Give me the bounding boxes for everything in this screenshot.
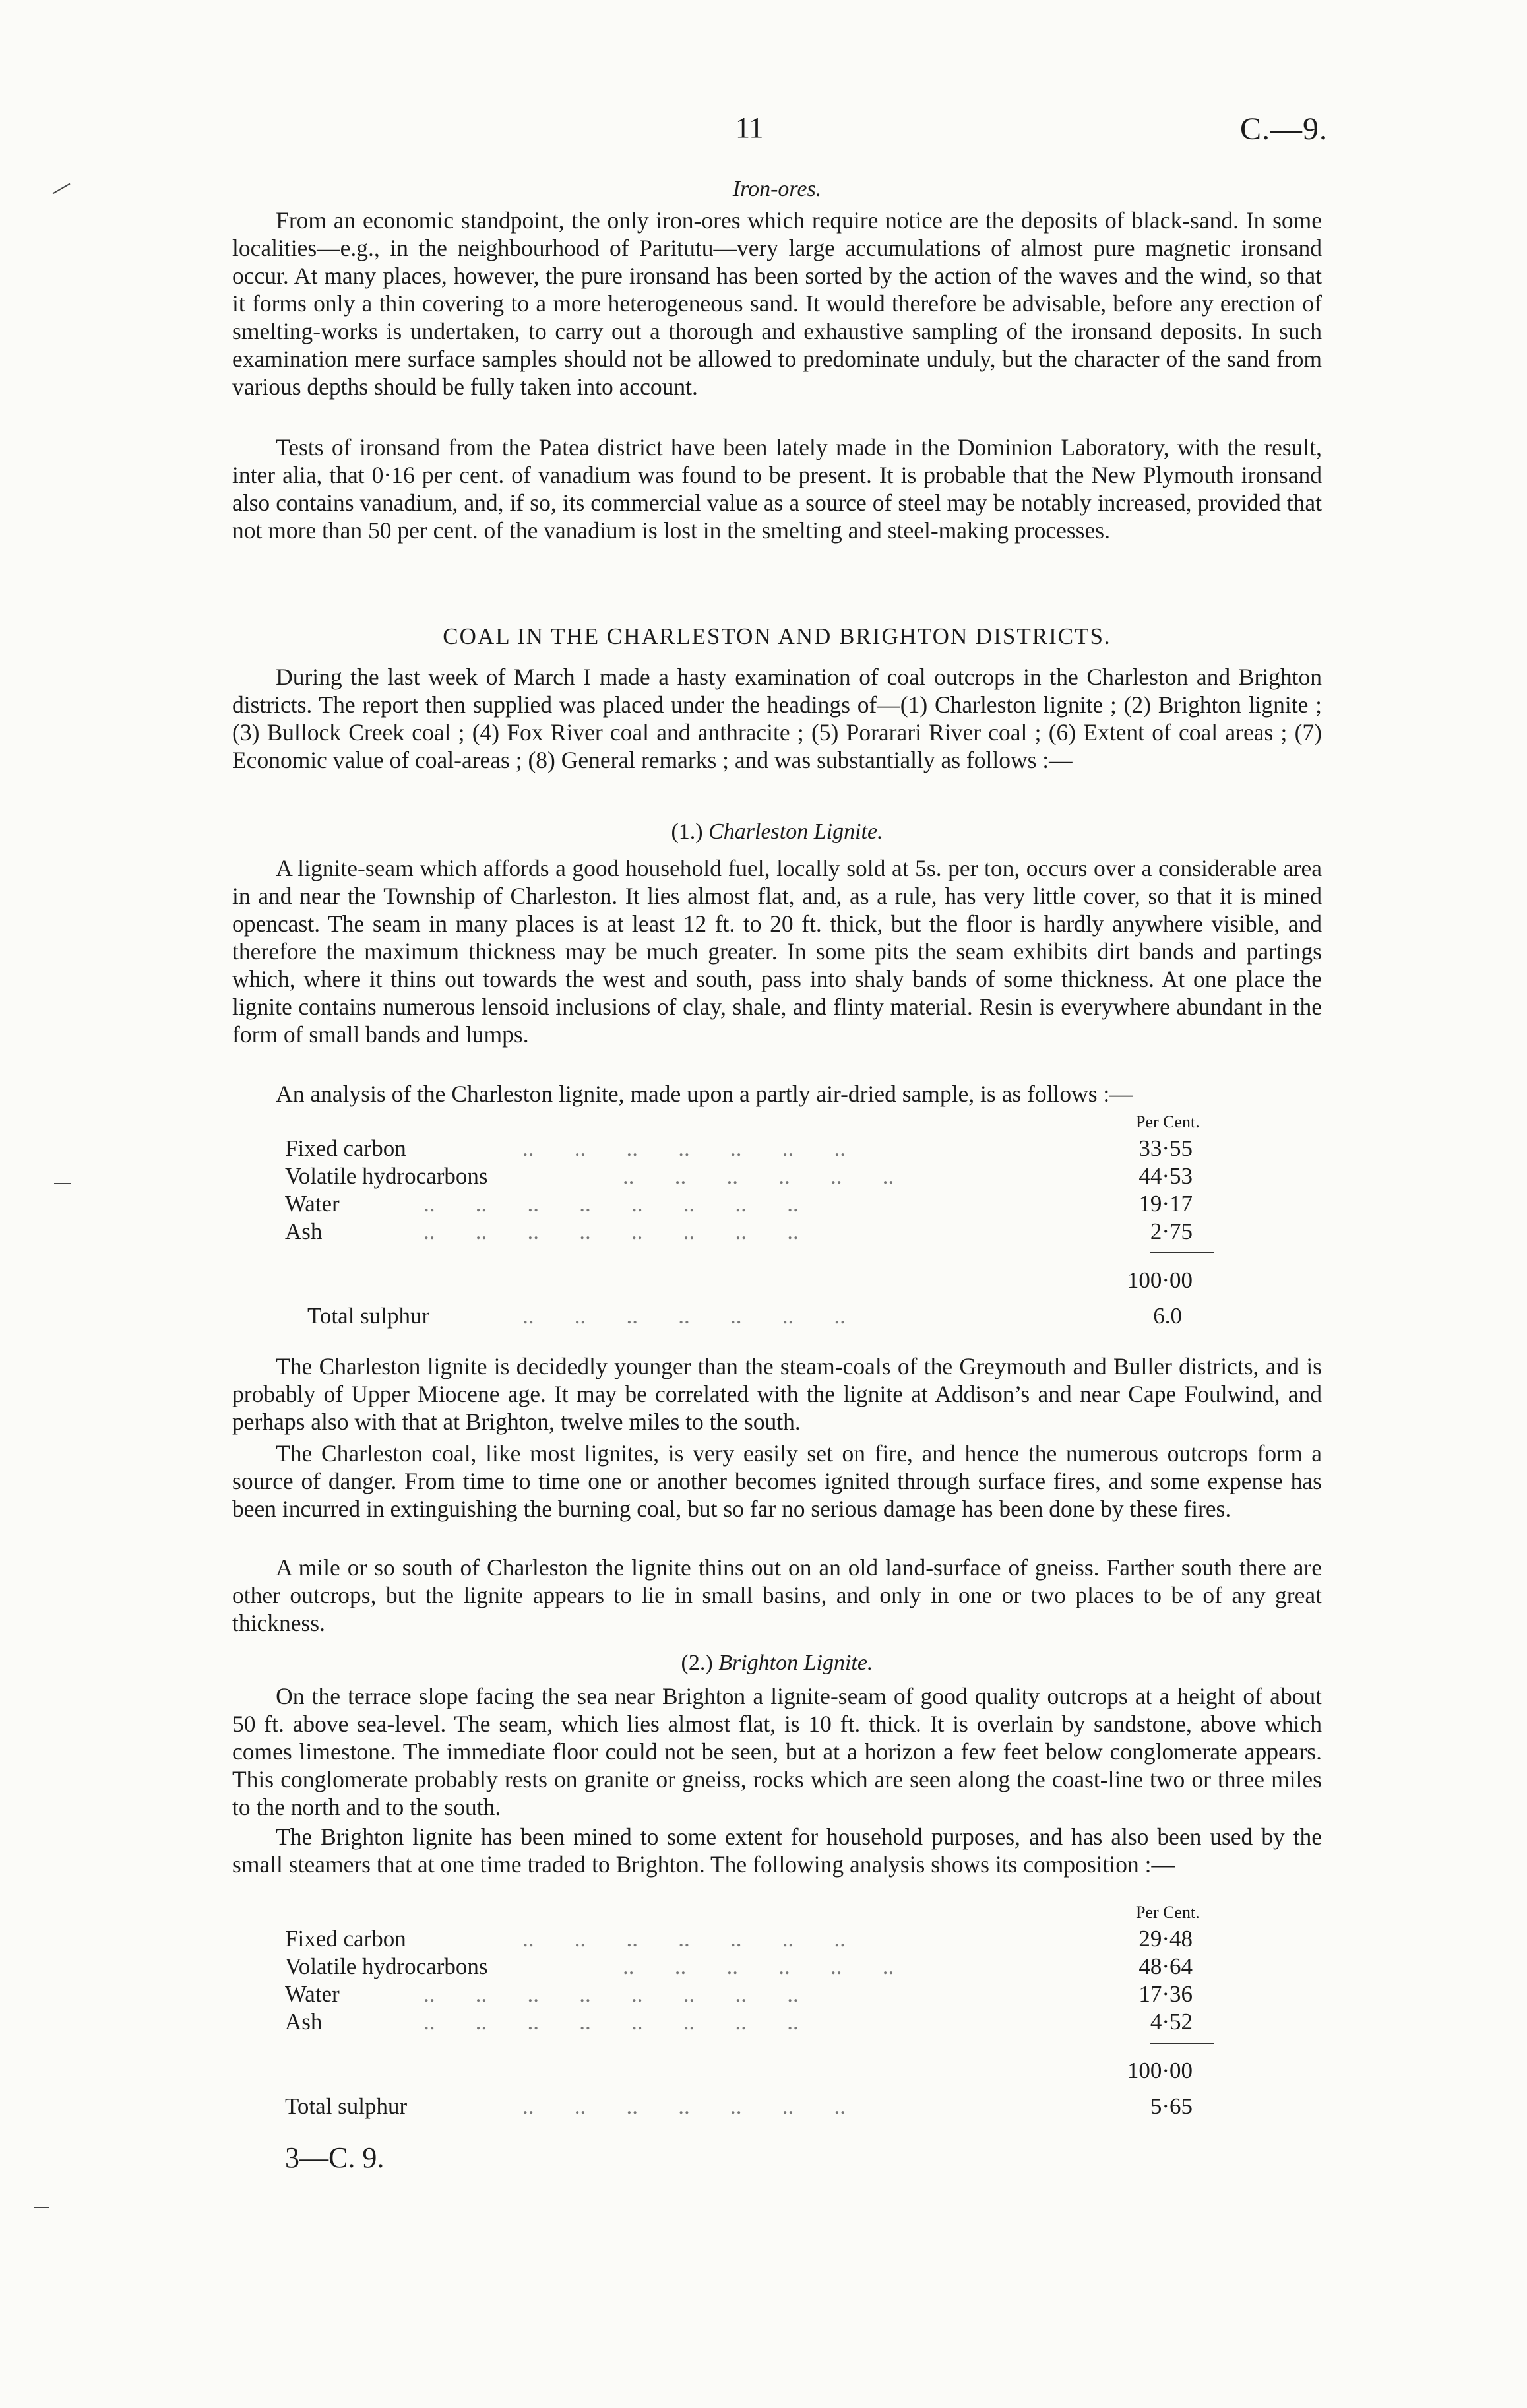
row-label: Water: [285, 1191, 340, 1217]
sum-rule: [1150, 2043, 1214, 2044]
row-label: Fixed carbon: [285, 1135, 406, 1161]
leader-dots: .. .. .. .. .. .. ..: [522, 1135, 846, 1161]
margin-mark: [54, 1183, 71, 1184]
leader-dots: .. .. .. .. .. .. .. ..: [423, 1219, 799, 1244]
table-row: [285, 1980, 1241, 2008]
leader-dots: .. .. .. .. .. .. ..: [522, 2093, 846, 2119]
coal-intro: [232, 663, 1322, 774]
paragraph: The Brighton lignite has been mined to some extent for household purposes, and has also been used by the small steamers that at one time traded to Brighton. The following analysis shows its composition :—: [232, 1823, 1322, 1878]
section-title: COAL IN THE CHARLESTON AND BRIGHTON DISTRICTS.: [443, 623, 1111, 649]
iron-ores-section: [232, 177, 1322, 202]
brighton-para-1: [232, 1682, 1322, 1821]
sum-rule: [1150, 1252, 1214, 1253]
subsection-number: (1.): [671, 819, 703, 844]
paragraph: On the terrace slope facing the sea near Brighton a lignite-seam of good quality outcrops at a height of about 50 ft. above sea-level. The seam, which lies almost flat, is 10 ft. thick. It is overlain by sandstone, above which comes limestone. The immediate floor could not be seen, but at a horizon a few feet below conglomerate appears. This conglomerate probably rests on granite or gneiss, rocks which are seen along the coast-line two or three miles to the north and to the south.: [232, 1683, 1322, 1820]
row-label: Volatile hydrocarbons: [285, 1953, 488, 1979]
row-label: Total sulphur: [307, 1303, 430, 1329]
table-row: [285, 2008, 1241, 2036]
row-value: 29·48: [1138, 1926, 1193, 1951]
paragraph: A lignite-seam which affords a good household fuel, locally sold at 5s. per ton, occurs over a considerable area in and near the Township of Charleston. It lies almost flat, and, as a rule, has very little cover, so that it is mined opencast. The seam in many places is at least 12 ft. to 20 ft. thick, but the floor is hardly anywhere visible, and therefore the maximum thickness may be much greater. In some pits the seam exhibits dirt bands and partings which, where it thins out towards the west and south, pass into shaly bands of some thickness. At one place the lignite contains numerous lensoid inclusions of clay, shale, and flinty material. Resin is everywhere abundant in the form of small bands and lumps.: [232, 855, 1322, 1048]
row-value: 17·36: [1138, 1981, 1193, 2007]
table-row: [285, 1190, 1241, 1218]
subsection-title: Charleston Lignite.: [708, 819, 883, 844]
charleston-para-3: [232, 1440, 1322, 1523]
leader-dots: .. .. .. .. .. ..: [623, 1953, 894, 1979]
margin-mark: [53, 183, 71, 195]
brighton-heading: [232, 1651, 1322, 1676]
total-value: 100·00: [1127, 2058, 1193, 2083]
subsection-title: Brighton Lignite.: [718, 1651, 873, 1675]
row-value: 44·53: [1138, 1163, 1193, 1189]
row-label: Ash: [285, 2009, 323, 2035]
row-label: Fixed carbon: [285, 1926, 406, 1951]
row-value: 4·52: [1150, 2009, 1193, 2035]
row-label: Volatile hydrocarbons: [285, 1163, 488, 1189]
row-value: 5·65: [1150, 2093, 1193, 2119]
leader-dots: .. .. .. .. .. .. ..: [522, 1926, 846, 1951]
paragraph: The Charleston coal, like most lignites, is very easily set on fire, and hence the numerous outcrops form a source of danger. From time to time one or another becomes ignited through surface fires, and some expense has been incurred in extinguishing the burning coal, but so far no serious damage has been done by these fires.: [232, 1440, 1322, 1522]
charleston-analysis-intro: [232, 1080, 1322, 1108]
row-value: 19·17: [1138, 1191, 1193, 1217]
charleston-para-2: [232, 1352, 1322, 1436]
percent-column-header: Per Cent.: [1136, 1903, 1200, 1922]
leader-dots: .. .. .. .. .. .. .. ..: [423, 2009, 799, 2035]
brighton-para-2: [232, 1823, 1322, 1878]
percent-column-header: Per Cent.: [1136, 1112, 1200, 1131]
total-value: 100·00: [1127, 1267, 1193, 1293]
table-row: [285, 1218, 1241, 1246]
margin-mark: [34, 2207, 49, 2208]
paragraph: An analysis of the Charleston lignite, made upon a partly air-dried sample, is as follows :—: [276, 1081, 1133, 1107]
table-row: [285, 1925, 1241, 1953]
table-row: [285, 1135, 1241, 1162]
subsection-number: (2.): [681, 1651, 713, 1675]
table-total-row: [285, 2057, 1241, 2085]
leader-dots: .. .. .. .. .. .. .. ..: [423, 1191, 799, 1217]
sulphur-row: [285, 2093, 1241, 2120]
charleston-para-4: [232, 1554, 1322, 1637]
paragraph: The Charleston lignite is decidedly younger than the steam-coals of the Greymouth and Buller districts, and is probably of Upper Miocene age. It may be correlated with the lignite at Addison’s and near Cape Foulwind, and perhaps also with that at Brighton, twelve miles to the south.: [232, 1353, 1322, 1435]
leader-dots: .. .. .. .. .. .. ..: [522, 1303, 846, 1329]
row-label: Total sulphur: [285, 2093, 408, 2119]
row-label: Ash: [285, 1219, 323, 1244]
sulphur-row: [285, 1302, 1241, 1330]
row-value: 48·64: [1138, 1953, 1193, 1979]
row-value: 6.0: [1153, 1303, 1182, 1329]
iron-ores-heading: Iron-ores.: [732, 177, 822, 201]
iron-ores-para-2: [232, 433, 1322, 544]
document-reference: C.—9.: [1240, 111, 1328, 146]
row-label: Water: [285, 1981, 340, 2007]
paragraph: From an economic standpoint, the only iron-ores which require notice are the deposits of black-sand. In some localities—e.g., in the neighbourhood of Paritutu—very large accumulations of almost pure magnetic ironsand occur. At many places, however, the pure ironsand has been sorted by the action of the waves and the wind, so that it forms only a thin covering to a more heterogeneous sand. It would therefore be advisable, before any erection of smelting-works is undertaken, to carry out a thorough and exhaustive sampling of the ironsand deposits. In such examination mere surface samples should not be allowed to predominate unduly, but the character of the sand from various depths should be fully taken into account.: [232, 207, 1322, 400]
charleston-heading: [232, 819, 1322, 844]
table-row: [285, 1162, 1241, 1190]
table-row: [285, 1953, 1241, 1980]
leader-dots: .. .. .. .. .. ..: [623, 1163, 894, 1189]
paragraph: Tests of ironsand from the Patea district have been lately made in the Dominion Laboratory, with the result, inter alia, that 0·16 per cent. of vanadium was found to be present. It is probable that the New Plymouth ironsand also contains vanadium, and, if so, its commercial value as a source of steel may be notably increased, provided that not more than 50 per cent. of the vanadium is lost in the smelting and steel-making processes.: [232, 434, 1322, 544]
iron-ores-para-1: [232, 206, 1322, 400]
paragraph: During the last week of March I made a hasty examination of coal outcrops in the Charleston and Brighton districts. The report then supplied was placed under the headings of—(1) Charleston lignite ; (2) Brighton lignite ; (3) Bullock Creek coal ; (4) Fox River coal and anthracite ; (5) Porarari River coal ; (6) Extent of coal areas ; (7) Economic value of coal-areas ; (8) General remarks ; and was substantially as follows :—: [232, 664, 1322, 773]
page-footer-signature: 3—C. 9.: [285, 2141, 385, 2174]
row-value: 2·75: [1150, 1219, 1193, 1244]
table-total-row: [285, 1267, 1241, 1294]
paragraph: A mile or so south of Charleston the lignite thins out on an old land-surface of gneiss. Farther south there are other outcrops, but the lignite appears to lie in small basins, and only in one or two places to be of any great thickness.: [232, 1554, 1322, 1636]
charleston-para-1: [232, 854, 1322, 1048]
brighton-analysis-table: [285, 1900, 1241, 2138]
page-number: 11: [735, 111, 764, 144]
coal-section: [232, 623, 1322, 650]
charleston-analysis-table: [285, 1108, 1241, 1333]
leader-dots: .. .. .. .. .. .. .. ..: [423, 1981, 799, 2007]
row-value: 33·55: [1138, 1135, 1193, 1161]
